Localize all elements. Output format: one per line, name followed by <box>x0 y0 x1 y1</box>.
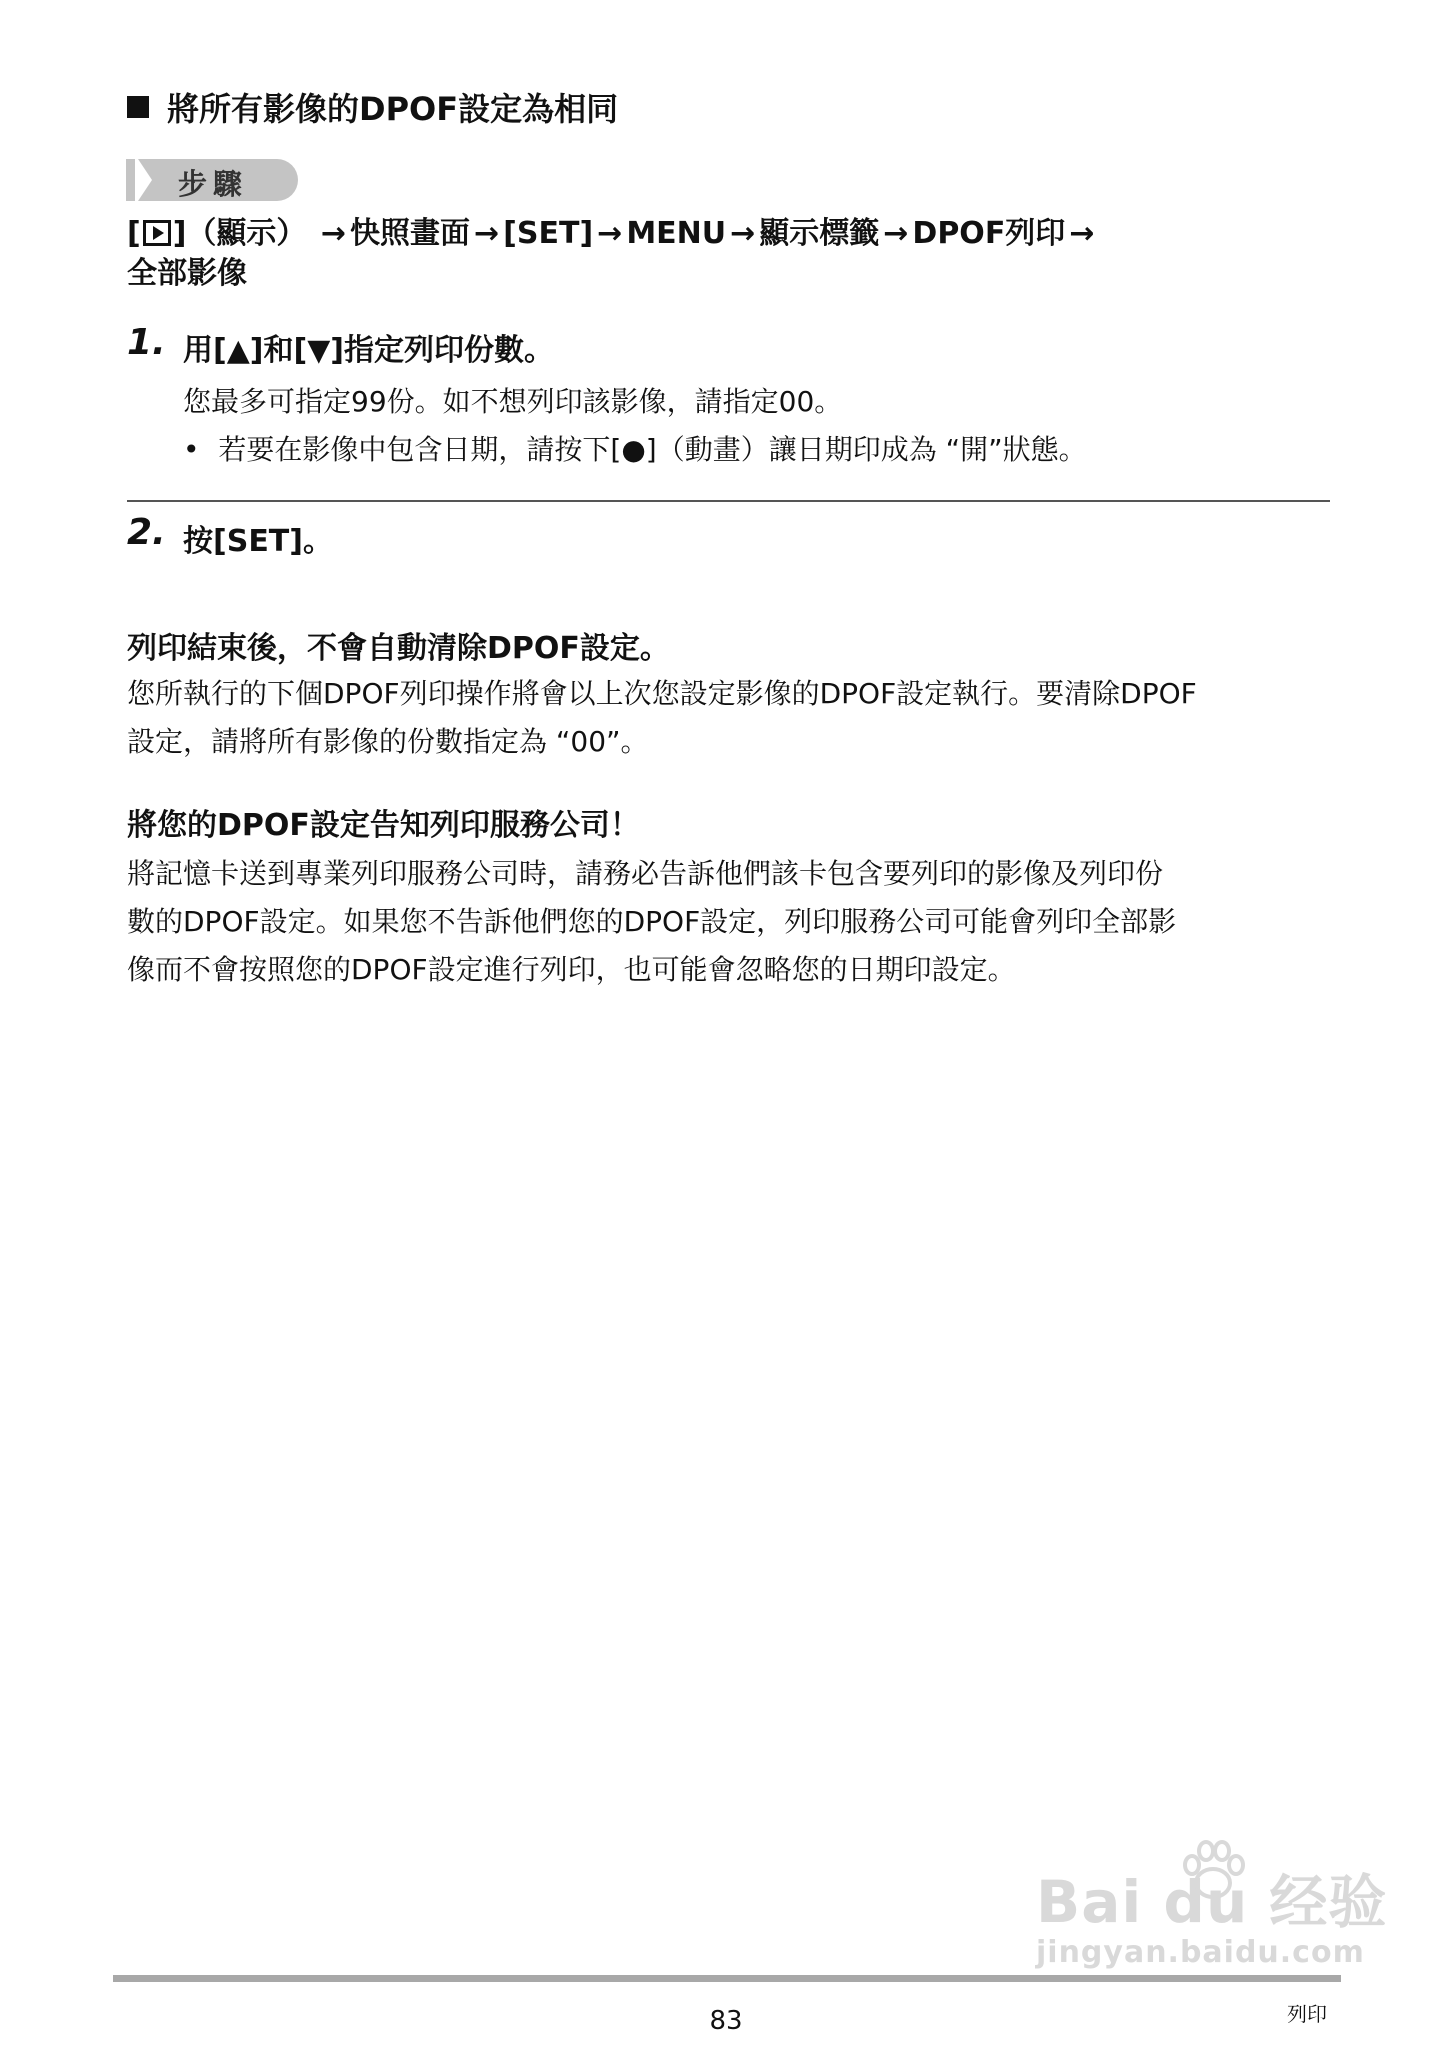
arrow-icon: → <box>320 216 347 251</box>
divider <box>127 500 1330 502</box>
play-icon <box>143 220 171 246</box>
step-title: 用[▲]和[▼]指定列印份數。 <box>183 333 554 368</box>
steps-tag-label: 步驟 <box>178 167 249 201</box>
arrow-icon: → <box>474 216 500 251</box>
note-paragraph: 將記憶卡送到專業列印服務公司時，請務必告訴他們該卡包含要列印的影像及列印份 數的DPOF設定。如果您不告訴他們您的DPOF設定，列印服務公司可能會列印全部影 像而不會按照您的DPOF設定進行列印，也可能會忽略您的日期印設定。 <box>127 857 1177 986</box>
section-heading: 將所有影像的DPOF設定為相同 <box>127 84 618 130</box>
step-text: 您最多可指定99份。如不想列印該影像，請指定00。 <box>183 385 843 418</box>
footer-section-label: 列印 <box>1287 2002 1327 2026</box>
bullet-icon: • <box>183 433 200 466</box>
square-bullet-icon <box>127 96 149 118</box>
note-heading: 列印結束後，不會自動清除DPOF設定。 <box>127 631 670 666</box>
steps-tag <box>126 159 298 201</box>
page-number: 83 <box>709 2006 743 2036</box>
menu-path-line-1: [ ]（顯示） → 快照畫面 → [SET] → MENU → 顯示標籤 → DPOF列印 → <box>127 214 1098 254</box>
menu-path <box>127 214 1098 294</box>
arrow-icon: → <box>1069 216 1095 251</box>
arrow-icon: → <box>730 216 756 251</box>
menu-path-line-2: 全部影像 <box>127 256 247 291</box>
footer-rule <box>113 1975 1341 1982</box>
watermark-brand: Bai du 经验 <box>1036 1868 1388 1936</box>
step-title: 按[SET]。 <box>183 524 333 559</box>
arrow-icon: → <box>883 216 909 251</box>
watermark-url: jingyan.baidu.com <box>1036 1935 1365 1970</box>
note-paragraph: 您所執行的下個DPOF列印操作將會以上次您設定影像的DPOF設定執行。要清除DPOF 設定，請將所有影像的份數指定為 “00”。 <box>127 677 1197 758</box>
note-heading: 將您的DPOF設定告知列印服務公司！ <box>127 808 640 843</box>
arrow-icon: → <box>597 216 623 251</box>
paw-icon <box>1178 1837 1248 1907</box>
baidu-watermark <box>1036 1855 1387 1970</box>
step-bullet: • 若要在影像中包含日期，請按下[●]（動畫）讓日期印成為 “開”狀態。 <box>183 433 1087 466</box>
step-number: 1. <box>127 322 166 363</box>
step-number: 2. <box>127 512 166 553</box>
